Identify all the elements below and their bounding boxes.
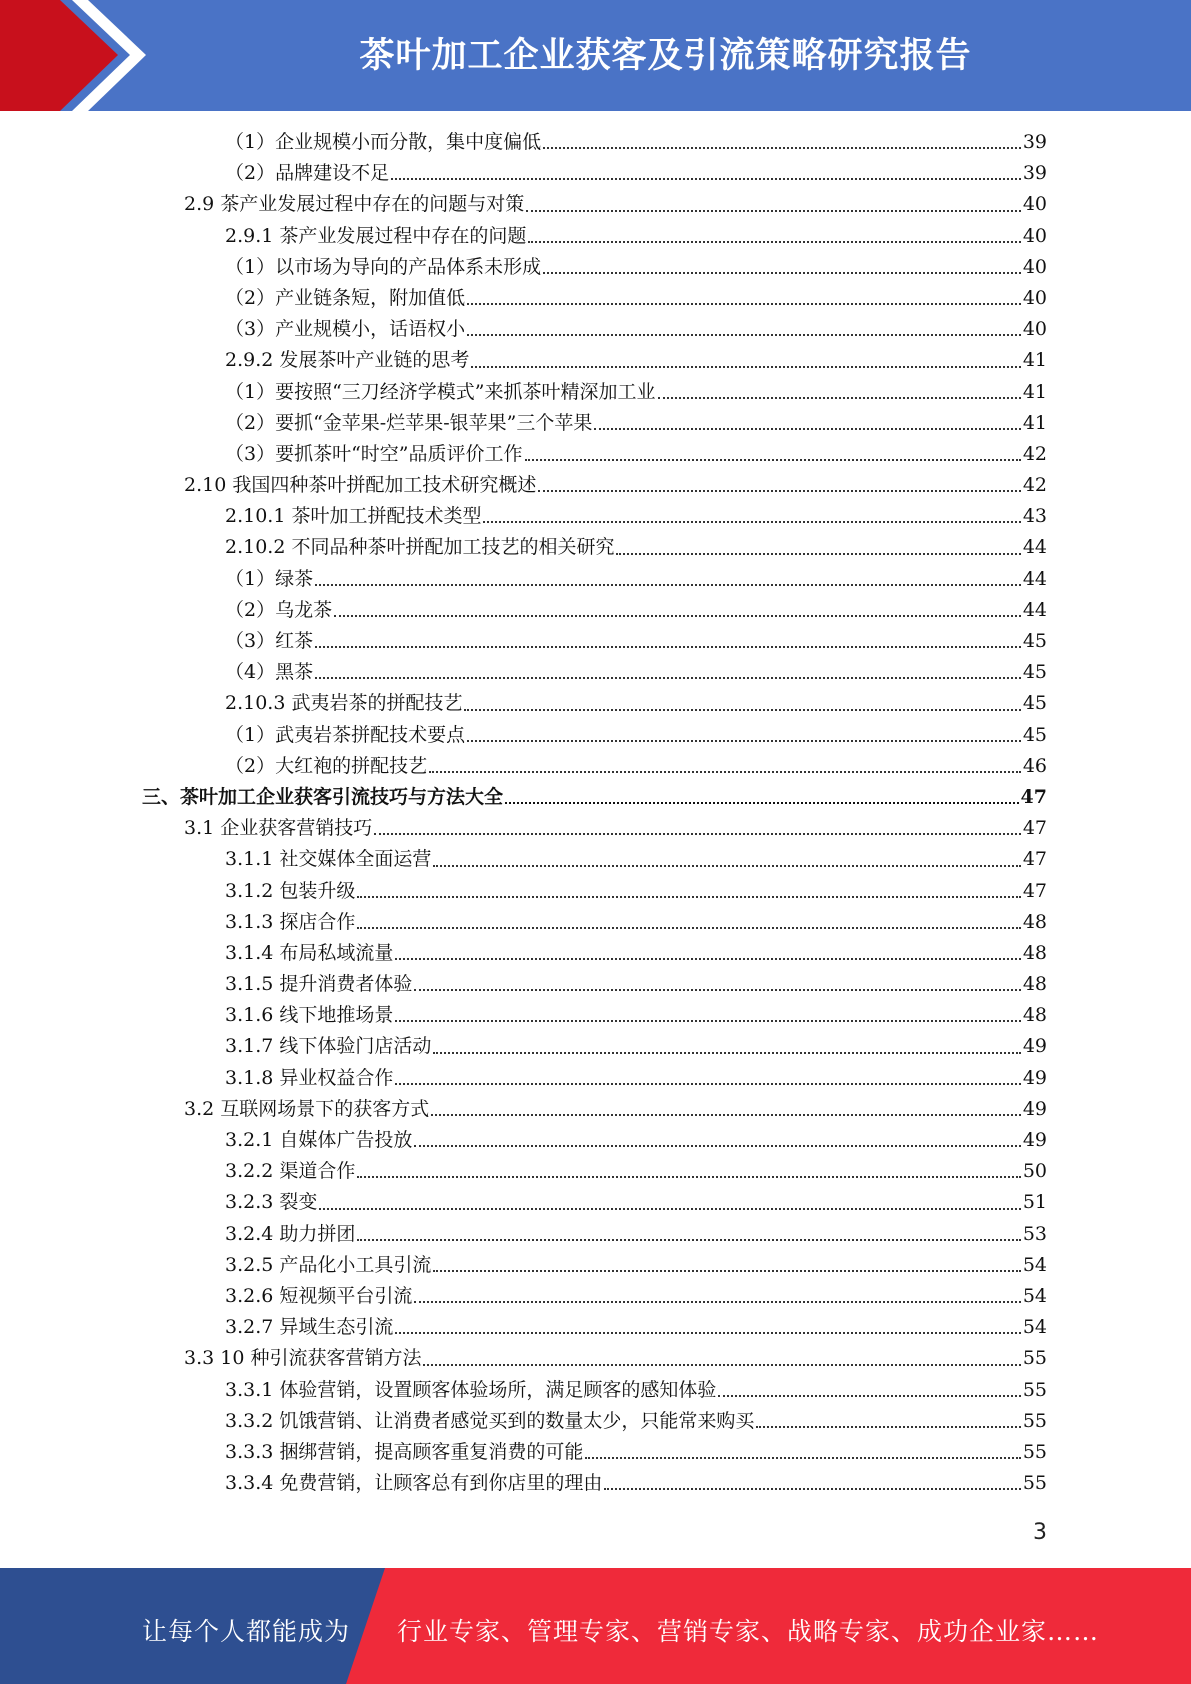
toc-entry-title: （1）要按照“三刀经济学模式”来抓茶叶精深加工业: [225, 380, 656, 403]
toc-entry-page: 55: [1022, 1472, 1047, 1495]
dot-leader: [718, 1394, 1020, 1397]
toc-entry-page: 45: [1022, 692, 1047, 715]
toc-entry-title: 3.3 10 种引流获客营销方法: [184, 1347, 422, 1370]
dot-leader: [467, 302, 1021, 305]
toc-entry-title: 2.10 我国四种茶叶拼配加工技术研究概述: [184, 474, 537, 497]
toc-entry[interactable]: [0, 314, 1191, 345]
dot-leader: [433, 1269, 1020, 1272]
toc-entry-title: （3）红茶: [225, 630, 314, 652]
toc-entry-page: 45: [1022, 661, 1047, 684]
toc-entry[interactable]: [0, 938, 1191, 969]
toc-entry-title: 3.2.1 自媒体广告投放: [225, 1129, 413, 1151]
dot-leader: [604, 1487, 1020, 1490]
toc-entry-title: （1）企业规模小而分散，集中度偏低: [225, 131, 542, 153]
toc-entry-title: 3.2.3 裂变: [225, 1191, 318, 1214]
dot-leader: [357, 895, 1020, 898]
toc-entry[interactable]: [0, 345, 1191, 376]
toc-entry-title: 三、茶叶加工企业获客引流技巧与方法大全: [142, 785, 504, 808]
toc-entry-title: 3.1 企业获客营销技巧: [184, 817, 373, 840]
toc-entry-title: 3.1.6 线下地推场景: [225, 1004, 394, 1027]
dot-leader: [616, 552, 1020, 555]
toc-entry-title: 2.10.2 不同品种茶叶拼配加工技艺的相关研究: [225, 536, 615, 559]
red-chevron-icon: [0, 0, 160, 111]
toc-entry-page: 48: [1022, 973, 1047, 996]
toc-entry[interactable]: [0, 720, 1191, 751]
toc-entry-page: 55: [1022, 1347, 1047, 1370]
toc-entry-title: （2）要抓“金苹果-烂苹果-银苹果”三个苹果: [225, 411, 593, 434]
dot-leader: [505, 801, 1019, 804]
dot-leader: [543, 146, 1021, 149]
toc-entry-title: （4）黑茶: [225, 661, 314, 684]
toc-entry[interactable]: [0, 283, 1191, 314]
toc-entry-title: （3）要抓茶叶“时空”品质评价工作: [225, 442, 523, 465]
toc-entry-title: 3.2.7 异域生态引流: [225, 1316, 394, 1339]
toc-entry-title: 3.3.4 免费营销，让顾客总有到你店里的理由: [225, 1472, 603, 1495]
toc-entry[interactable]: [0, 751, 1191, 782]
dot-leader: [594, 427, 1020, 430]
toc-entry-page: 55: [1022, 1409, 1047, 1432]
toc-entry[interactable]: [0, 1437, 1191, 1468]
toc-entry-page: 40: [1022, 286, 1047, 309]
dot-leader: [467, 739, 1021, 742]
dot-leader: [374, 832, 1021, 835]
dot-leader: [467, 333, 1021, 336]
toc-entry[interactable]: [0, 626, 1191, 657]
toc-entry[interactable]: [0, 501, 1191, 532]
toc-entry-page: 53: [1022, 1222, 1047, 1245]
toc-entry[interactable]: [0, 408, 1191, 439]
toc-entry[interactable]: [0, 1063, 1191, 1094]
toc-entry-page: 49: [1022, 1129, 1047, 1151]
toc-entry-title: 3.1.3 探店合作: [225, 910, 356, 933]
toc-entry-title: （2）大红袍的拼配技艺: [225, 754, 428, 777]
toc-entry-page: 47: [1020, 785, 1047, 808]
toc-entry[interactable]: [0, 377, 1191, 408]
toc-entry-title: 3.1.8 异业权益合作: [225, 1066, 394, 1089]
toc-entry-page: 49: [1022, 1097, 1047, 1120]
toc-entry-page: 43: [1022, 505, 1047, 528]
toc-entry[interactable]: [0, 907, 1191, 938]
dot-leader: [357, 1175, 1020, 1178]
dot-leader: [395, 1019, 1020, 1022]
toc-entry-title: 3.2.4 助力拼团: [225, 1222, 356, 1245]
toc-entry[interactable]: [0, 688, 1191, 719]
dot-leader: [414, 1144, 1020, 1147]
toc-entry-title: 3.2 互联网场景下的获客方式: [184, 1097, 430, 1120]
toc-entry[interactable]: [0, 1468, 1191, 1499]
dot-leader: [471, 365, 1020, 368]
toc-entry-title: 3.2.6 短视频平台引流: [225, 1284, 413, 1307]
document-title: 茶叶加工企业获客及引流策略研究报告: [359, 36, 972, 76]
toc-entry-page: 55: [1022, 1378, 1047, 1401]
toc-entry[interactable]: [0, 1343, 1191, 1374]
dot-leader: [526, 209, 1021, 212]
toc-entry-title: （2）乌龙茶: [225, 598, 333, 621]
toc-entry-title: 3.1.4 布局私域流量: [225, 941, 394, 964]
toc-entry-title: （1）武夷岩茶拼配技术要点: [225, 723, 466, 746]
dot-leader: [395, 957, 1020, 960]
toc-entry-title: 3.3.3 捆绑营销，提高顾客重复消费的可能: [225, 1440, 584, 1463]
dot-leader: [334, 614, 1021, 617]
toc-entry[interactable]: [0, 252, 1191, 283]
dot-leader: [464, 708, 1020, 711]
toc-entry-page: 48: [1022, 1004, 1047, 1027]
toc-entry[interactable]: [0, 1125, 1191, 1156]
dot-leader: [543, 271, 1021, 274]
page-number: 3: [1033, 1520, 1047, 1545]
header-banner: [0, 0, 1191, 111]
toc-entry-page: 40: [1022, 255, 1047, 278]
toc-entry-page: 42: [1022, 474, 1047, 497]
dot-leader: [423, 1363, 1020, 1366]
dot-leader: [395, 1082, 1020, 1085]
dot-leader: [414, 1300, 1020, 1303]
dot-leader: [525, 458, 1021, 461]
toc-entry-page: 47: [1022, 848, 1047, 871]
toc-entry-page: 47: [1022, 817, 1047, 840]
dot-leader: [357, 1238, 1020, 1241]
toc-entry-page: 54: [1022, 1316, 1047, 1339]
toc-entry-title: 3.2.5 产品化小工具引流: [225, 1253, 432, 1276]
toc-entry[interactable]: [0, 564, 1191, 595]
toc-entry[interactable]: [0, 1031, 1191, 1062]
toc-entry[interactable]: [0, 1281, 1191, 1312]
toc-entry[interactable]: [0, 1250, 1191, 1281]
toc-entry-page: 48: [1022, 941, 1047, 964]
toc-entry-page: 49: [1022, 1035, 1047, 1058]
table-of-contents: [0, 127, 1191, 1499]
toc-entry-page: 51: [1022, 1191, 1047, 1214]
toc-entry-page: 40: [1022, 318, 1047, 341]
toc-entry-page: 44: [1022, 536, 1047, 559]
toc-entry-title: 3.1.1 社交媒体全面运营: [225, 848, 432, 871]
toc-entry-page: 44: [1022, 567, 1047, 590]
toc-entry-title: 3.1.7 线下体验门店活动: [225, 1035, 432, 1058]
toc-entry[interactable]: [0, 876, 1191, 907]
toc-entry-title: 3.1.5 提升消费者体验: [225, 973, 413, 996]
toc-entry-page: 39: [1022, 162, 1047, 185]
toc-entry[interactable]: [0, 439, 1191, 470]
toc-entry-title: （1）以市场为导向的产品体系未形成: [225, 255, 542, 278]
toc-entry-title: 3.2.2 渠道合作: [225, 1160, 356, 1183]
toc-entry[interactable]: [0, 470, 1191, 501]
dot-leader: [315, 583, 1021, 586]
footer-slogan-right: 行业专家、管理专家、营销专家、战略专家、成功企业家……: [397, 1617, 1100, 1646]
toc-entry-page: 40: [1022, 224, 1047, 247]
toc-entry-page: 42: [1022, 442, 1047, 465]
toc-entry-title: （2）产业链条短，附加值低: [225, 286, 466, 309]
toc-entry-title: 3.3.2 饥饿营销、让消费者感觉买到的数量太少，只能常来购买: [225, 1409, 755, 1432]
toc-entry[interactable]: [0, 1406, 1191, 1437]
dot-leader: [433, 864, 1020, 867]
toc-entry-page: 54: [1022, 1284, 1047, 1307]
dot-leader: [756, 1425, 1020, 1428]
toc-entry[interactable]: [0, 657, 1191, 688]
toc-entry-title: 2.9.2 发展茶叶产业链的思考: [225, 349, 470, 372]
dot-leader: [395, 1331, 1020, 1334]
toc-entry[interactable]: [0, 221, 1191, 252]
dot-leader: [433, 1051, 1020, 1054]
dot-leader: [658, 396, 1021, 399]
toc-entry-page: 47: [1022, 879, 1047, 902]
toc-entry-title: （3）产业规模小，话语权小: [225, 318, 466, 341]
toc-entry[interactable]: [0, 813, 1191, 844]
toc-entry-page: 54: [1022, 1253, 1047, 1276]
toc-entry-page: 41: [1022, 411, 1047, 434]
footer-slogan-left: 让每个人都能成为: [142, 1617, 351, 1646]
dot-leader: [431, 1113, 1021, 1116]
toc-entry[interactable]: [0, 595, 1191, 626]
toc-entry-title: （1）绿茶: [225, 567, 314, 590]
toc-entry-title: 2.9 茶产业发展过程中存在的问题与对策: [184, 193, 525, 216]
toc-entry[interactable]: [0, 1375, 1191, 1406]
toc-entry-page: 44: [1022, 598, 1047, 621]
toc-entry-title: 2.10.3 武夷岩茶的拼配技艺: [225, 692, 463, 715]
toc-entry[interactable]: [0, 1187, 1191, 1218]
toc-entry[interactable]: [0, 844, 1191, 875]
dot-leader: [414, 988, 1020, 991]
toc-entry[interactable]: [0, 1312, 1191, 1343]
toc-entry[interactable]: [0, 1094, 1191, 1125]
dot-leader: [538, 489, 1020, 492]
dot-leader: [429, 770, 1021, 773]
toc-entry-title: （2）品牌建设不足: [225, 162, 390, 185]
toc-entry[interactable]: [0, 969, 1191, 1000]
toc-entry[interactable]: [0, 127, 1191, 158]
dot-leader: [528, 240, 1020, 243]
toc-entry[interactable]: [0, 782, 1191, 813]
dot-leader: [391, 177, 1021, 180]
toc-entry-page: 39: [1022, 131, 1047, 153]
toc-entry[interactable]: [0, 1156, 1191, 1187]
toc-entry-page: 41: [1022, 380, 1047, 403]
toc-entry-title: 3.1.2 包装升级: [225, 879, 356, 902]
dot-leader: [315, 676, 1021, 679]
toc-entry-page: 48: [1022, 910, 1047, 933]
footer-banner: [0, 1568, 1191, 1684]
toc-entry-page: 41: [1022, 349, 1047, 372]
toc-entry[interactable]: [0, 1219, 1191, 1250]
toc-entry-page: 55: [1022, 1440, 1047, 1463]
toc-entry[interactable]: [0, 158, 1191, 189]
toc-entry-title: 2.9.1 茶产业发展过程中存在的问题: [225, 224, 527, 247]
toc-entry-page: 49: [1022, 1066, 1047, 1089]
toc-entry-page: 46: [1022, 754, 1047, 777]
dot-leader: [585, 1456, 1020, 1459]
toc-entry[interactable]: [0, 1000, 1191, 1031]
toc-entry-page: 45: [1022, 630, 1047, 652]
dot-leader: [319, 1207, 1020, 1210]
toc-entry[interactable]: [0, 189, 1191, 220]
dot-leader: [483, 520, 1020, 523]
toc-entry[interactable]: [0, 532, 1191, 563]
toc-entry-title: 3.3.1 体验营销，设置顾客体验场所，满足顾客的感知体验: [225, 1378, 717, 1401]
dot-leader: [315, 645, 1021, 648]
toc-entry-page: 50: [1022, 1160, 1047, 1183]
toc-entry-title: 2.10.1 茶叶加工拼配技术类型: [225, 505, 482, 528]
toc-entry-page: 45: [1022, 723, 1047, 746]
toc-entry-page: 40: [1022, 193, 1047, 216]
dot-leader: [357, 926, 1020, 929]
